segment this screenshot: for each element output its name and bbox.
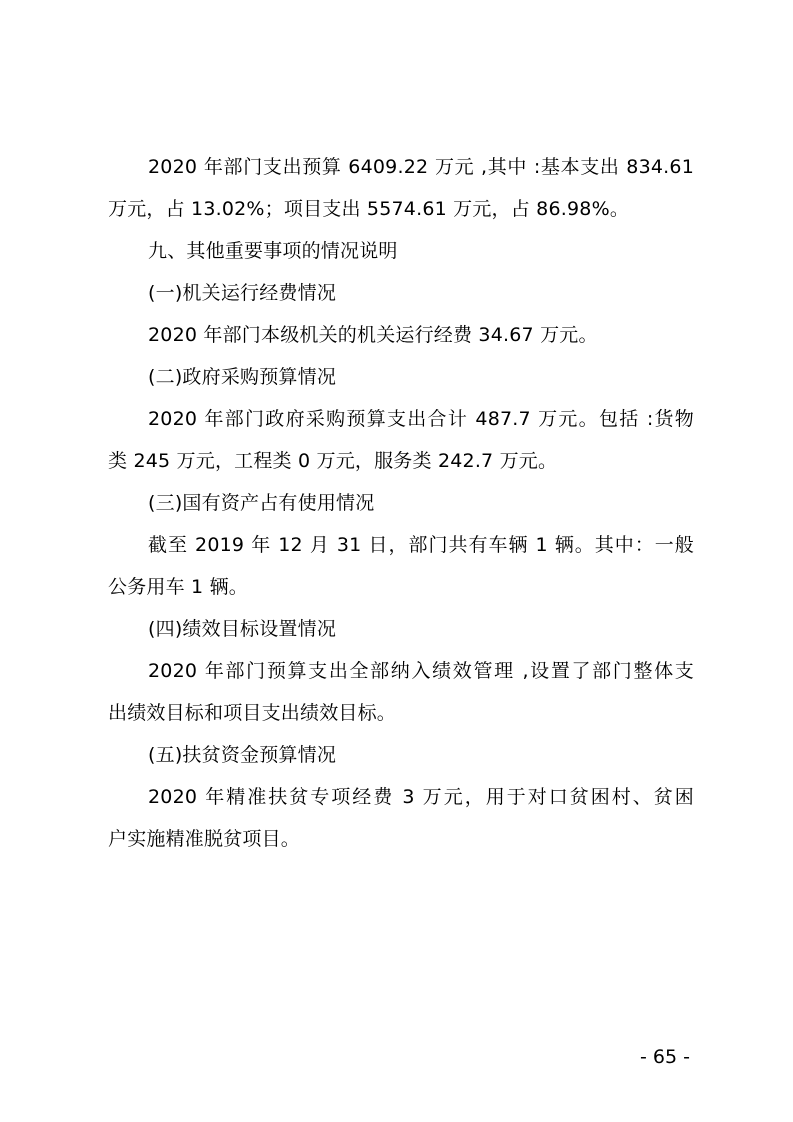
section-heading-other-matters: 九、其他重要事项的情况说明 xyxy=(148,240,398,262)
paragraph-procurement-line-2: 类 245 万元，工程类 0 万元，服务类 242.7 万元。 xyxy=(108,450,558,472)
subheading-performance-targets: (四)绩效目标设置情况 xyxy=(148,618,337,640)
paragraph-state-assets-line-2: 公务用车 1 辆。 xyxy=(108,576,248,598)
paragraph-poverty-line-1: 2020 年精准扶贫专项经费 3 万元，用于对口贫困村、贫困 xyxy=(148,786,694,808)
subheading-state-assets: (三)国有资产占有使用情况 xyxy=(148,492,375,514)
subheading-operating-expenses: (一)机关运行经费情况 xyxy=(148,282,337,304)
paragraph-state-assets-line-1: 截至 2019 年 12 月 31 日，部门共有车辆 1 辆。其中：一般 xyxy=(148,534,694,556)
page-number: - 65 - xyxy=(640,1046,690,1068)
paragraph-procurement-line-1: 2020 年部门政府采购预算支出合计 487.7 万元。包括 :货物 xyxy=(148,408,694,430)
subheading-procurement: (二)政府采购预算情况 xyxy=(148,366,337,388)
paragraph-budget-line-2: 万元，占 13.02%；项目支出 5574.61 万元，占 86.98%。 xyxy=(108,198,630,220)
paragraph-operating-expenses: 2020 年部门本级机关的机关运行经费 34.67 万元。 xyxy=(148,324,598,346)
paragraph-performance-line-1: 2020 年部门预算支出全部纳入绩效管理 ,设置了部门整体支 xyxy=(148,660,694,682)
document-body xyxy=(108,146,694,860)
paragraph-poverty-line-2: 户实施精准脱贫项目。 xyxy=(108,828,301,850)
subheading-poverty-funds: (五)扶贫资金预算情况 xyxy=(148,744,337,766)
paragraph-budget-line-1: 2020 年部门支出预算 6409.22 万元 ,其中 :基本支出 834.61 xyxy=(148,156,694,178)
paragraph-performance-line-2: 出绩效目标和项目支出绩效目标。 xyxy=(108,702,397,724)
